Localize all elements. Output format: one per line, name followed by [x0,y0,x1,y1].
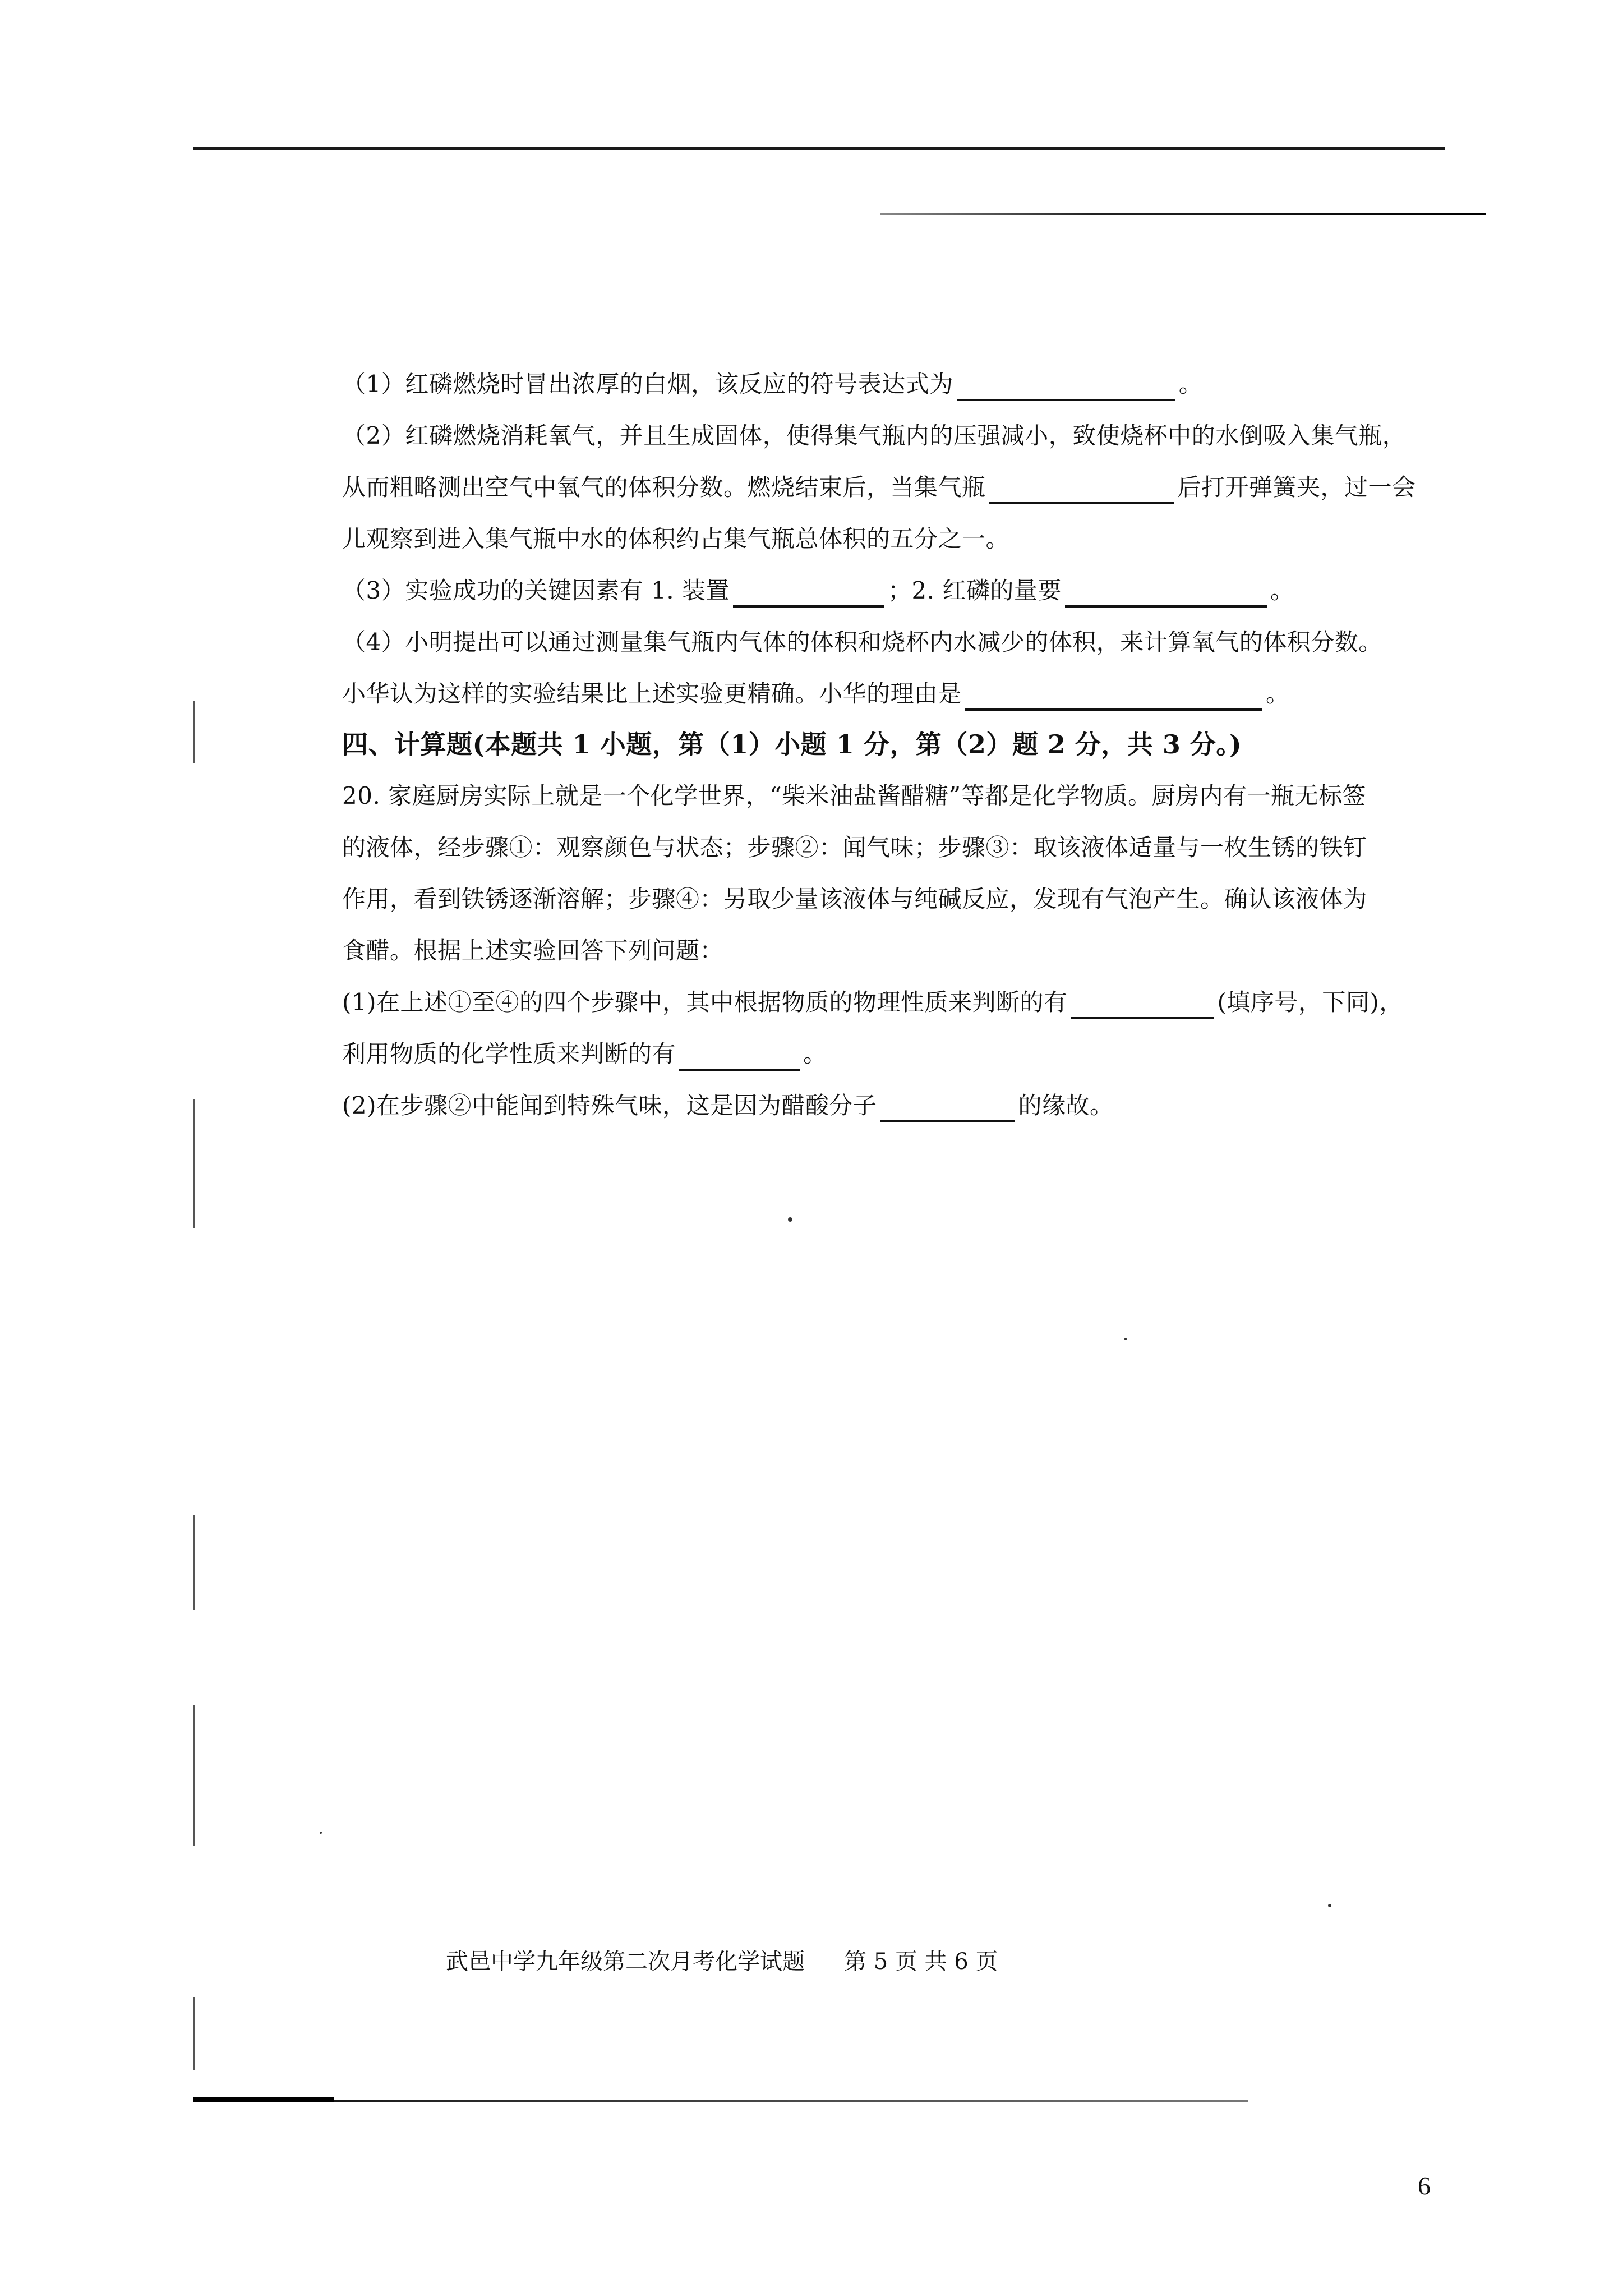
question-20-line-3: 作用，看到铁锈逐渐溶解；步骤④：另取少量该液体与纯碱反应，发现有气泡产生。确认该液体为 [342,885,1367,913]
question-2-line-2: 从而粗略测出空气中氧气的体积分数。燃烧结束后，当集气瓶 后打开弹簧夹，过一会 [342,471,1416,504]
scan-speck [1124,1338,1127,1340]
question-20-sub-1-line-2: 利用物质的化学性质来判断的有 。 [342,1037,827,1071]
scan-line [193,1705,195,1846]
answer-blank[interactable] [989,476,1174,504]
scan-speck [788,1217,792,1222]
footer-title: 武邑中学九年级第二次月考化学试题 [446,1949,805,1975]
scan-line [193,1997,195,2070]
answer-blank[interactable] [1071,991,1214,1019]
page-number: 6 [1418,2171,1431,2200]
question-20-line-1: 20. 家庭厨房实际上就是一个化学世界，“柴米油盐酱醋糖”等都是化学物质。厨房内有一瓶无标签 [342,782,1367,809]
question-2-line-3: 儿观察到进入集气瓶中水的体积约占集气瓶总体积的五分之一。 [342,525,1010,553]
page-footer [446,1944,998,1976]
scan-line [193,1515,195,1610]
answer-blank[interactable] [1065,579,1267,608]
question-20-line-4: 食醋。根据上述实验回答下列问题： [342,937,724,964]
answer-blank[interactable] [965,683,1262,711]
bottom-rule [193,2100,1248,2102]
footer-page: 第 5 页 共 6 页 [844,1949,998,1975]
question-20-sub-1-line-1: (1)在上述①至④的四个步骤中，其中根据物质的物理性质来判断的有 (填序号，下同)， [342,986,1403,1019]
answer-blank[interactable] [957,373,1175,401]
answer-blank[interactable] [679,1043,800,1071]
scan-line [193,1099,195,1228]
question-20-line-2: 的液体，经步骤①：观察颜色与状态；步骤②：闻气味；步骤③：取该液体适量与一枚生锈的铁钉 [342,834,1367,861]
question-4-line-2: 小华认为这样的实验结果比上述实验更精确。小华的理由是 。 [342,677,1290,711]
scan-line [193,701,195,763]
scan-speck [320,1832,322,1834]
section-4-heading: 四、计算题(本题共 1 小题，第（1）小题 1 分，第（2）题 2 分，共 3 分。) [342,729,1242,760]
header-rule-right [880,213,1486,215]
question-20-sub-2: (2)在步骤②中能闻到特殊气味，这是因为醋酸分子 的缘故。 [342,1089,1114,1122]
question-2-line-1: （2）红磷燃烧消耗氧气，并且生成固体，使得集气瓶内的压强减小，致使烧杯中的水倒吸入集气瓶， [342,422,1407,449]
top-rule [193,147,1445,150]
scan-speck [1328,1904,1331,1907]
answer-blank[interactable] [733,579,884,608]
answer-blank[interactable] [880,1094,1015,1122]
bottom-rule-bold [193,2097,334,2102]
question-1: （1）红磷燃烧时冒出浓厚的白烟，该反应的符号表达式为 。 [342,367,1202,401]
question-4-line-1: （4）小明提出可以通过测量集气瓶内气体的体积和烧杯内水减少的体积，来计算氧气的体积分数。 [342,628,1382,656]
question-3: （3）实验成功的关键因素有 1. 装置 ；2. 红磷的量要 。 [342,574,1294,608]
